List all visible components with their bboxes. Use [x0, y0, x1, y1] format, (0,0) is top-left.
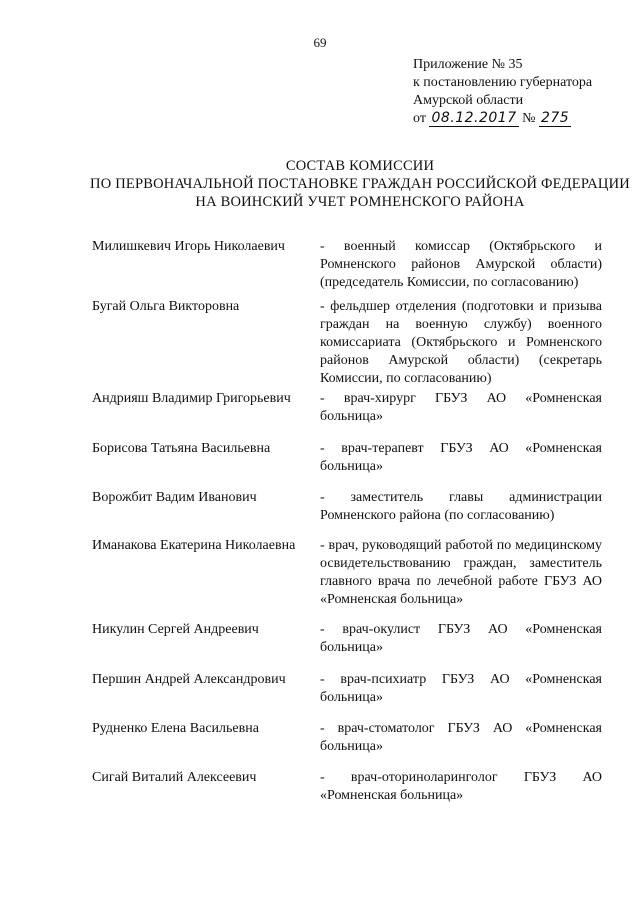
- member-name: Андрияш Владимир Григорьевич: [92, 391, 291, 406]
- member-row: [92, 238, 602, 292]
- member-row: [92, 621, 602, 657]
- number-prefix: №: [522, 111, 536, 126]
- member-row: [92, 769, 602, 805]
- appendix-block: [413, 56, 592, 128]
- appendix-title: Приложение № 35: [413, 57, 523, 72]
- member-name: Бугай Ольга Викторовна: [92, 299, 240, 314]
- member-role: - военный комиссар (Октябрьского и Ромненского районов Амурской области) (председатель Комиссии, по согласованию): [320, 239, 602, 290]
- appendix-date-line: [413, 110, 592, 128]
- title-line-3: НА ВОИНСКИЙ УЧЕТ РОМНЕНСКОГО РАЙОНА: [195, 194, 525, 210]
- member-role: - заместитель главы администрации Ромненского района (по согласованию): [320, 490, 602, 523]
- member-row: [92, 671, 602, 707]
- member-role: - фельдшер отделения (подготовки и призыва граждан на военную службу) военного комиссариата (Октябрьского и Ромненского районов Амурской области) (секретарь Комиссии, по согласованию): [320, 299, 602, 386]
- member-role: - врач-стоматолог ГБУЗ АО «Ромненская больница»: [320, 721, 602, 754]
- title-line-2: ПО ПЕРВОНАЧАЛЬНОЙ ПОСТАНОВКЕ ГРАЖДАН РОССИЙСКОЙ ФЕДЕРАЦИИ: [90, 176, 630, 192]
- member-row: [92, 440, 602, 476]
- member-role: - врач, руководящий работой по медицинскому освидетельствованию граждан, заместитель главного врача по лечебной работе ГБУЗ АО «Ромненская больница»: [320, 538, 602, 607]
- handwritten-date: 08.12.2017: [431, 110, 517, 126]
- page-number: 69: [313, 35, 327, 50]
- date-prefix: от: [413, 111, 426, 126]
- document-title: [60, 157, 640, 211]
- member-row: [92, 489, 602, 525]
- member-name: Никулин Сергей Андреевич: [92, 622, 259, 637]
- title-line-1: СОСТАВ КОМИССИИ: [285, 158, 435, 174]
- handwritten-number: 275: [540, 110, 570, 126]
- appendix-reference: к постановлению губернатора: [413, 75, 593, 90]
- appendix-region: Амурской области: [413, 93, 524, 108]
- member-row: [92, 390, 602, 426]
- member-role: - врач-психиатр ГБУЗ АО «Ромненская больница»: [320, 672, 602, 705]
- member-role: - врач-оториноларинголог ГБУЗ АО «Ромненская больница»: [320, 770, 602, 803]
- member-name: Борисова Татьяна Васильевна: [92, 441, 271, 456]
- member-name: Рудненко Елена Васильевна: [92, 721, 259, 736]
- member-name: Иманакова Екатерина Николаевна: [92, 538, 296, 553]
- member-role: - врач-хирург ГБУЗ АО «Ромненская больница»: [320, 391, 602, 424]
- member-name: Ворожбит Вадим Иванович: [92, 490, 257, 505]
- member-name: Першин Андрей Александрович: [92, 672, 286, 687]
- member-name: Милишкевич Игорь Николаевич: [92, 239, 285, 254]
- member-row: [92, 537, 602, 609]
- member-role: - врач-окулист ГБУЗ АО «Ромненская больница»: [320, 622, 602, 655]
- member-row: [92, 298, 602, 388]
- member-name: Сигай Виталий Алексеевич: [92, 770, 257, 785]
- member-row: [92, 720, 602, 756]
- member-role: - врач-терапевт ГБУЗ АО «Ромненская больница»: [320, 441, 602, 474]
